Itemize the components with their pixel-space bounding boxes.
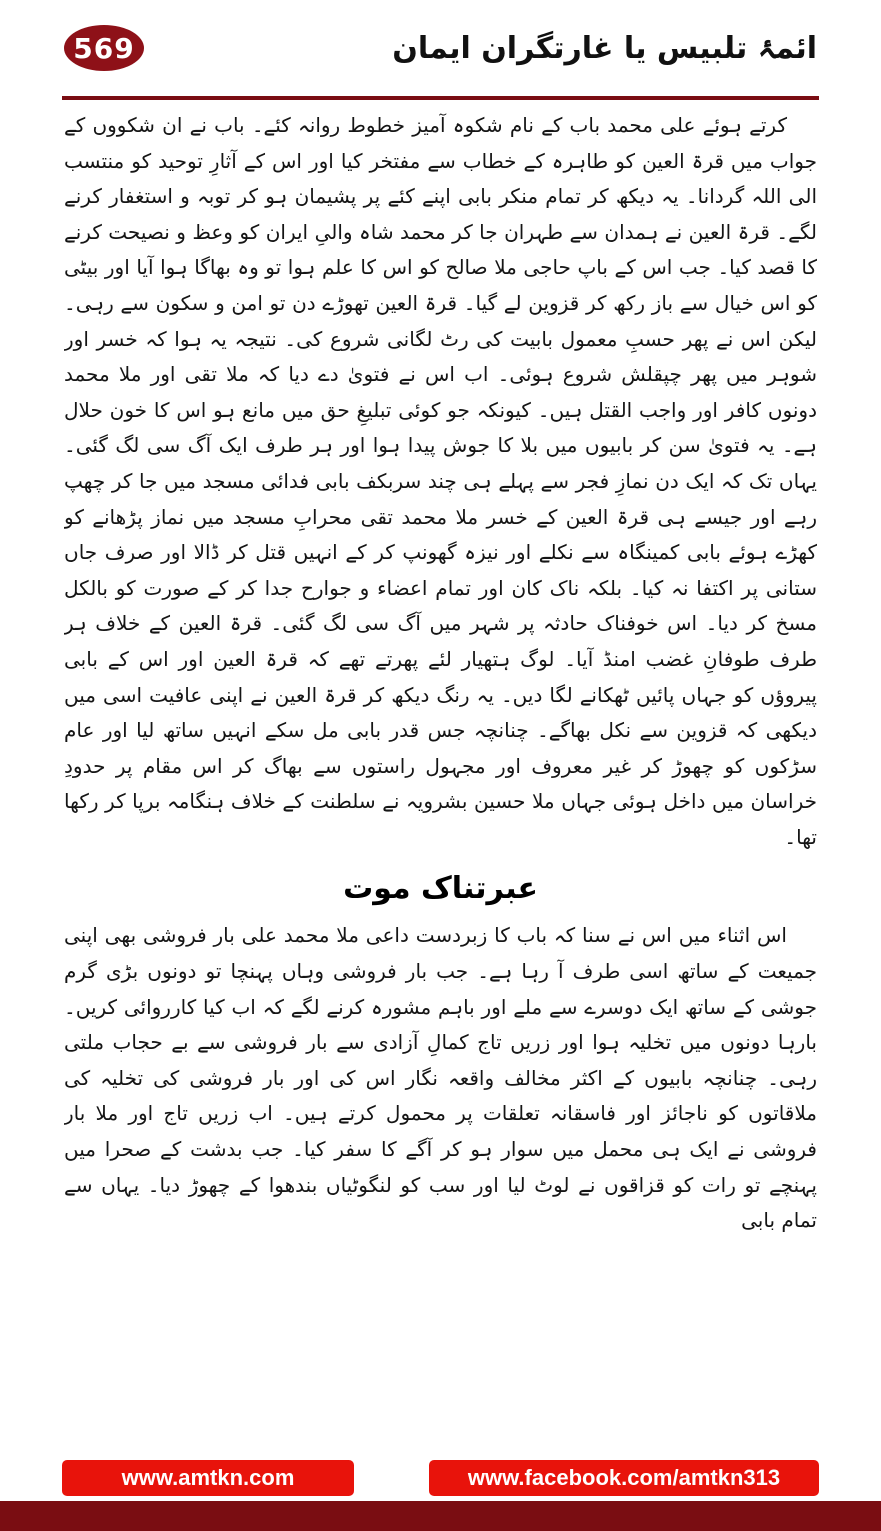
paragraph-1: کرتے ہوئے علی محمد باب کے نام شکوہ آمیز خطوط روانہ کئے۔ باب نے ان شکووں کے جواب میں قرۃ العین کو طاہرہ کے خطاب سے مفتخر کیا اور اس کے آثارِ توحید کو منتسب الی اللہ گردانا۔ یہ دیکھ کر تمام منکر بابی اپنے کئے پر پشیمان ہو کر توبہ و استغفار کرنے لگے۔ قرۃ العین نے ہمدان سے طہران جا کر محمد شاہ والیِ ایران کو وعظ و نصیحت کرنے کا قصد کیا۔ جب اس کے باپ حاجی ملا صالح کو اس کا علم ہوا تو وہ بھاگا ہوا آیا اور بیٹی کو اس خیال سے باز رکھ کر قزوین لے گیا۔ قرۃ العین تھوڑے دن تو امن و سکون سے رہی۔ لیکن اس نے پھر حسبِ معمول بابیت کی رٹ لگانی شروع کی۔ نتیجہ یہ ہوا کہ خسر اور شوہر میں پھر چپقلش شروع ہوئی۔ اب اس نے فتویٰ دے دیا کہ ملا تقی اور ملا محمد دونوں کافر اور واجب القتل ہیں۔ کیونکہ جو کوئی تبلیغِ حق میں مانع ہو اس کا خون حلال ہے۔ یہ فتویٰ سن کر بابیوں میں بلا کا جوش پیدا ہوا اور ہر طرف ایک آگ سی لگ گئی۔ یہاں تک کہ ایک دن نمازِ فجر سے پہلے ہی چند سربکف بابی فدائی مسجد میں جا کر چھپ رہے اور جیسے ہی قرۃ العین کے خسر ملا محمد تقی محرابِ مسجد میں نماز پڑھانے کو کھڑے ہوئے بابی کمینگاہ سے نکلے اور نیزہ گھونپ کر کے انہیں قتل کر ڈالا اور صرف جاں ستانی پر اکتفا نہ کیا۔ بلکہ ناک کان اور تمام اعضاء و جوارح جدا کر کے صورت کو بالکل مسخ کر دیا۔ اس خوفناک حادثہ پر شہر میں آگ سی لگ گئی۔ قرۃ العین کے خلاف ہر طرف طوفانِ غضب امنڈ آیا۔ لوگ ہتھیار لئے پھرتے تھے کہ قرۃ العین اور اس کے بابی پیروؤں کو جہاں پائیں ٹھکانے لگا دیں۔ یہ رنگ دیکھ کر قرۃ العین نے اپنی عافیت اسی میں دیکھی کہ قزوین سے نکل بھاگے۔ چنانچہ جس قدر بابی مل سکے انہیں ساتھ لیا اور عام سڑکوں کو چھوڑ کر غیر معروف اور مجہول راستوں سے بھاگ کر اس مقام پر حدودِ خراسان میں داخل ہوئی جہاں ملا حسین بشرویہ نے سلطنت کے خلاف ہنگامہ برپا کر رکھا تھا۔	[64, 113, 817, 849]
page-header	[0, 0, 881, 96]
section-heading: عبرتناک موت	[343, 871, 538, 907]
page-number-badge	[64, 25, 144, 71]
paragraph-2: اس اثناء میں اس نے سنا کہ باب کا زبردست داعی ملا محمد علی بار فروشی بھی اپنی جمیعت کے ساتھ اسی طرف آ رہا ہے۔ جب بار فروشی وہاں پہنچا تو دونوں بڑی گرم جوشی کے ساتھ ایک دوسرے سے ملے اور باہم مشورہ کرنے لگے کہ اب کیا کارروائی کریں۔ بارہا دونوں میں تخلیہ ہوا اور زریں تاج کمالِ آزادی سے بار فروشی سے بے حجاب ملتی رہی۔ چنانچہ بابیوں کے اکثر مخالف واقعہ نگار اس کی اور بار فروشی کی تخلیہ کی ملاقاتوں کو ناجائز اور فاسقانہ تعلقات پر محمول کرتے ہیں۔ اب زریں تاج اور ملا بار فروشی نے ایک ہی محمل میں سوار ہو کر آگے کا سفر کیا۔ جب بدشت کے صحرا میں پہنچے تو رات کو قزاقوں نے لوٹ لیا اور سب کو لنگوٹیاں بندھوا کے چھوڑ دیا۔ یہاں سے تمام بابی	[64, 923, 817, 1233]
page-footer	[0, 1460, 881, 1531]
facebook-link-label: www.facebook.com/amtkn313	[467, 1465, 781, 1490]
website-link-label: www.amtkn.com	[121, 1465, 295, 1490]
footer-maroon-strip	[0, 1501, 881, 1531]
page-title: ائمۂ تلبیس یا غارتگران ایمان	[392, 30, 817, 66]
website-link[interactable]	[62, 1460, 354, 1496]
facebook-link[interactable]	[429, 1460, 819, 1496]
footer-links-row	[0, 1460, 881, 1501]
header-divider	[62, 96, 819, 100]
page-number: 569	[73, 31, 135, 65]
page-body	[64, 108, 817, 1453]
